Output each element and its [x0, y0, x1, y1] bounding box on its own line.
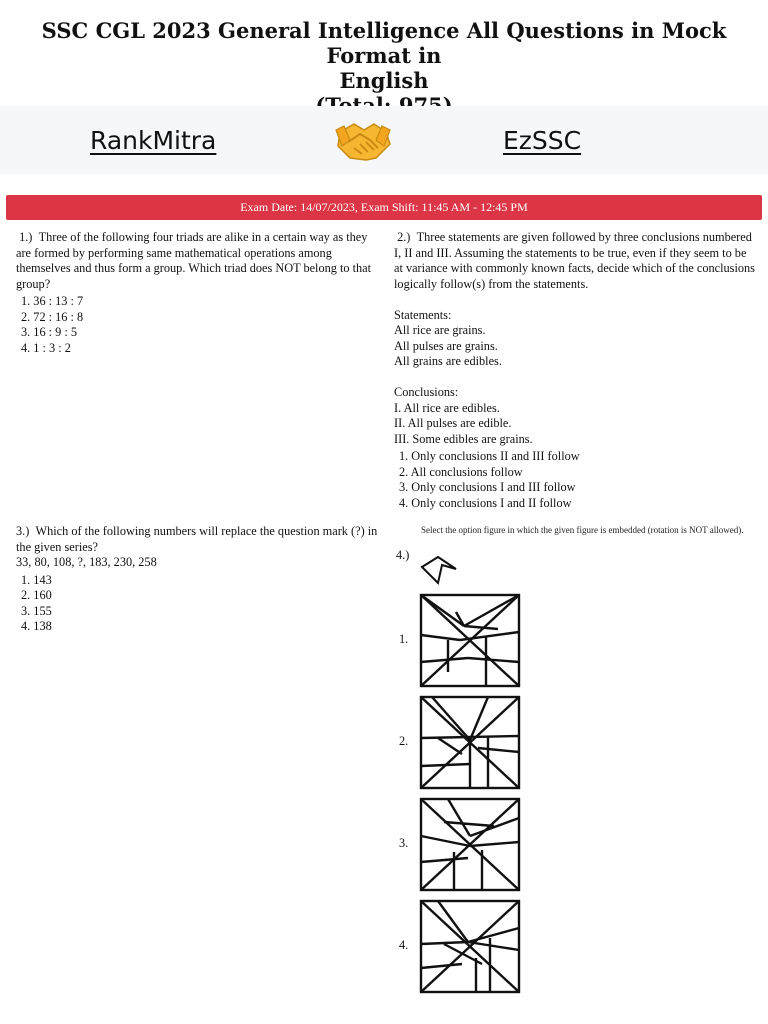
option-1-label: 1. [399, 632, 409, 646]
conclusion-2: II. All pulses are edible. [394, 416, 512, 430]
conclusion-3: III. Some edibles are grains. [394, 431, 533, 446]
option-figure-3[interactable] [418, 796, 522, 893]
exam-info-bar: Exam Date: 14/07/2023, Exam Shift: 11:45 AM - 12:45 PM [6, 195, 762, 220]
option-2[interactable]: 2. 160 [21, 588, 52, 602]
statement-1: All rice are grains. [394, 323, 486, 337]
question-1 [16, 230, 378, 356]
option-2[interactable]: 2. All conclusions follow [399, 464, 523, 479]
option-2-label: 2. [399, 734, 409, 748]
option-4[interactable]: 4. 1 : 3 : 2 [21, 340, 71, 355]
options-list [16, 573, 378, 635]
handshake-icon [334, 118, 392, 164]
question-text: 2.) Three statements are given followed by three conclusions numbered I, II and III. Assuming the statements to be true, even if they seem to be at variance with commonly known facts, decide which of the conclusions logically follow(s) from the statements. [394, 230, 755, 291]
option-4-label: 4. [399, 938, 409, 952]
number-series: 33, 80, 108, ?, 183, 230, 258 [16, 555, 157, 569]
options-list [16, 294, 378, 356]
option-2[interactable]: 2. 72 : 16 : 8 [21, 309, 84, 324]
ezssc-link[interactable]: EzSSC [503, 126, 582, 155]
option-3[interactable]: 3. 16 : 9 : 5 [21, 325, 78, 339]
option-1[interactable]: 1. Only conclusions II and III follow [399, 449, 580, 463]
conclusions-heading: Conclusions: [394, 385, 459, 399]
brand-bar [0, 106, 768, 174]
question-number: 3.) [16, 524, 30, 538]
option-4[interactable]: 4. Only conclusions I and II follow [399, 495, 572, 510]
question-text: 3.) Which of the following numbers will replace the question mark (?) in the given series? [16, 524, 378, 554]
question-2 [394, 230, 758, 511]
option-3[interactable]: 3. 155 [21, 603, 52, 618]
question-number: 1.) [19, 230, 33, 244]
question-text: 1.) Three of the following four triads are alike in a certain way as they are formed by performing same mathematical operations among themselves and thus form a group. Which triad does NOT belong to that group? [16, 230, 372, 291]
statements-heading: Statements: [394, 307, 452, 322]
question-figure [418, 553, 462, 587]
question-4-number: 4.) [396, 548, 410, 562]
page-title [0, 18, 768, 118]
option-figure-2[interactable] [418, 694, 522, 791]
conclusion-1: I. All rice are edibles. [394, 400, 500, 415]
option-figure-1[interactable] [418, 592, 522, 689]
option-1[interactable]: 1. 36 : 13 : 7 [21, 294, 84, 308]
option-3[interactable]: 3. Only conclusions I and III follow [399, 480, 576, 494]
statement-3: All grains are edibles. [394, 354, 502, 368]
option-4[interactable]: 4. 138 [21, 619, 52, 633]
option-3-label: 3. [399, 836, 409, 850]
title-line-2: English [339, 68, 429, 93]
title-line-1: SSC CGL 2023 General Intelligence All Questions in Mock Format in [41, 18, 727, 68]
options-list [394, 449, 758, 511]
rankmitra-link[interactable]: RankMitra [90, 126, 217, 155]
question-number: 2.) [397, 230, 411, 244]
question-4-instruction: Select the option figure in which the given figure is embedded (rotation is NOT allowed). [421, 525, 744, 535]
statement-2: All pulses are grains. [394, 338, 498, 353]
question-3 [16, 524, 378, 635]
option-figure-4[interactable] [418, 898, 522, 995]
option-1[interactable]: 1. 143 [21, 572, 52, 587]
